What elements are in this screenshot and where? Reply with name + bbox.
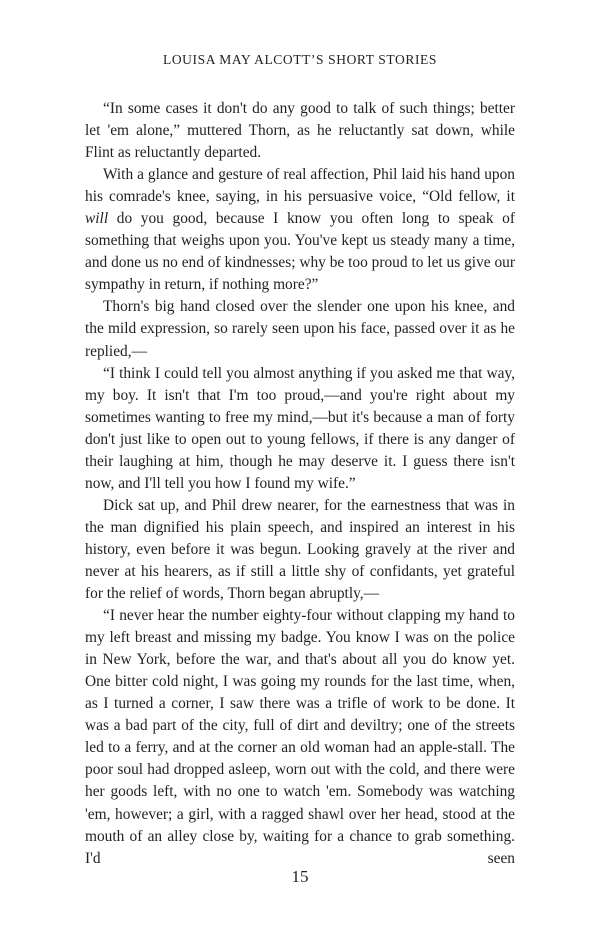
paragraph-text: Dick sat up, and Phil drew nearer, for the earnestness that was in the man dignified his plain speech, and inspired an interest in his history, even before it was begun. Looking gravely at the river and never at his hearers, as if still a little shy of confidants, yet grateful for the relief of words, Thorn began abruptly,— bbox=[85, 496, 515, 603]
paragraph bbox=[85, 296, 515, 362]
running-head: LOUISA MAY ALCOTT’S SHORT STORIES bbox=[162, 52, 438, 67]
paragraph bbox=[85, 98, 515, 164]
paragraph bbox=[85, 363, 515, 495]
paragraph bbox=[85, 495, 515, 605]
body-text bbox=[85, 98, 515, 870]
paragraph bbox=[85, 164, 515, 296]
paragraph-continued bbox=[85, 605, 515, 870]
paragraph-text: “In some cases it don't do any good to talk of such things; better let 'em alone,” muttered Thorn, as he reluctantly sat down, while Flint as reluctantly departed. bbox=[85, 100, 515, 162]
paragraph-text: “I think I could tell you almost anything if you asked me that way, my boy. It isn't that I'm too proud,—and you're right about my sometimes wanting to free my mind,—but it's because a man of forty don't just like to open out to young fellows, if there is any danger of their laughing at him, though he may deserve it. I guess there isn't now, and I'll tell you how I found my wife.” bbox=[85, 364, 515, 492]
paragraph-text: Thorn's big hand closed over the slender one upon his knee, and the mild expression, so rarely seen upon his face, passed over it as he replied,— bbox=[85, 298, 515, 360]
paragraph-text: do you good, because I know you often long to speak of something that weighs upon you. You've kept us steady many a time, and done us no end of kindnesses; why be too proud to let us give our sympathy in return, if nothing more?” bbox=[85, 210, 515, 294]
paragraph-text: “I never hear the number eighty-four without clapping my hand to my left breast and missing my badge. You know I was on the police in New York, before the war, and that's about all you do know yet. One bitter cold night, I was going my rounds for the last time, when, as I turned a corner, I saw there was a trifle of work to be done. It was a bad part of the city, full of dirt and deviltry; one of the streets led to a ferry, and at the corner an old woman had an apple-stall. The poor soul had dropped asleep, worn out with the cold, and there were her goods left, with no one to watch 'em. Somebody was watching 'em, however; a girl, with a ragged shawl over her head, stood at the mouth of an alley close by, waiting for a chance to grab something. I'd seen bbox=[85, 607, 515, 867]
page-number: 15 bbox=[291, 867, 309, 886]
emphasis-text: will bbox=[85, 210, 109, 228]
paragraph-text: With a glance and gesture of real affection, Phil laid his hand upon his comrade's knee, saying, in his persuasive voice, “Old fellow, it bbox=[85, 166, 515, 206]
